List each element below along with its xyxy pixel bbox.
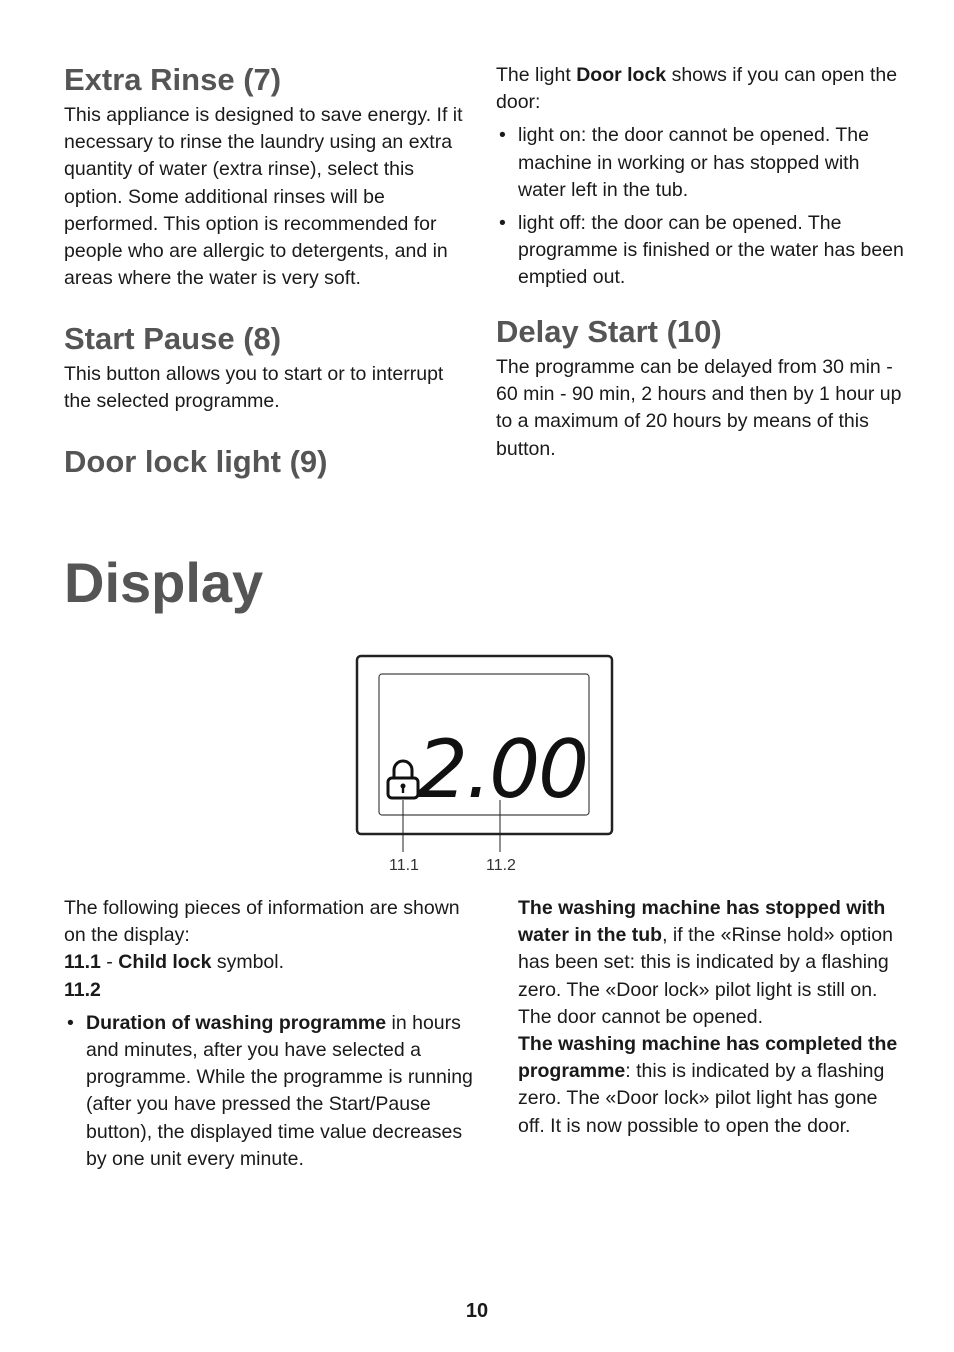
page-number: 10: [465, 1300, 489, 1322]
door-lock-light-section: [64, 444, 474, 480]
display-title: Display: [64, 551, 264, 614]
display-info-left: [64, 895, 474, 1173]
stopped-state-text: The washing machine has stopped with water in the tub, if the «Rinse hold» option has been set: this is indicated by a flashing zero. The «Door lock» pilot light is still on. The door cannot be opened.: [518, 897, 893, 1028]
start-pause-body: This button allows you to start or to interrupt the selected programme.: [64, 363, 444, 413]
list-item: • light on: the door cannot be opened. The machine in working or has stopped with water left in the tub.: [496, 122, 906, 204]
list-item: • Duration of washing programme in hours and minutes, after you have selected a programme. While the programme is running (after you have pressed the Start/Pause button), the displayed time value decreases by one unit every minute.: [64, 1010, 474, 1173]
callout-11-2: 11.2: [486, 857, 516, 874]
delay-start-section: [496, 314, 906, 463]
delay-start-body: The programme can be delayed from 30 min - 60 min - 90 min, 2 hours and then by 1 hour up to a maximum of 20 hours by means of this button.: [496, 356, 902, 460]
extra-rinse-heading: Extra Rinse (7): [64, 62, 282, 97]
door-lock-info: [496, 62, 906, 292]
extra-rinse-body: This appliance is designed to save energy. If it necessary to rinse the laundry using an extra quantity of water (extra rinse), select this option. Some additional rinses will be performed. This option is recommended for people who are allergic to detergents, and in areas where the water is very soft.: [64, 104, 463, 290]
start-pause-section: [64, 321, 474, 415]
display-intro: The following pieces of information are shown on the display:: [64, 897, 460, 947]
door-lock-light-heading: Door lock light (9): [64, 444, 328, 479]
item-11-2: 11.2: [64, 978, 101, 1001]
extra-rinse-section: [64, 62, 474, 292]
list-item: • light off: the door can be opened. The programme is finished or the water has been emptied out.: [496, 210, 906, 292]
item-11-1: 11.1 - Child lock symbol.: [64, 951, 285, 974]
display-diagram: [350, 650, 620, 880]
delay-start-heading: Delay Start (10): [496, 314, 722, 349]
callout-11-1: 11.1: [389, 857, 419, 874]
display-info-right: [518, 895, 908, 1140]
completed-state-text: The washing machine has completed the programme: this is indicated by a flashing zero. The «Door lock» pilot light has gone off. It is now possible to open the door.: [518, 1033, 898, 1137]
duration-bullet-list: [64, 1010, 474, 1173]
door-lock-bullets: [496, 122, 906, 291]
door-lock-intro: The light Door lock shows if you can open the door:: [496, 64, 898, 114]
display-illustration: [350, 650, 620, 880]
time-digits: 2.00: [416, 723, 588, 816]
start-pause-heading: Start Pause (8): [64, 321, 282, 356]
